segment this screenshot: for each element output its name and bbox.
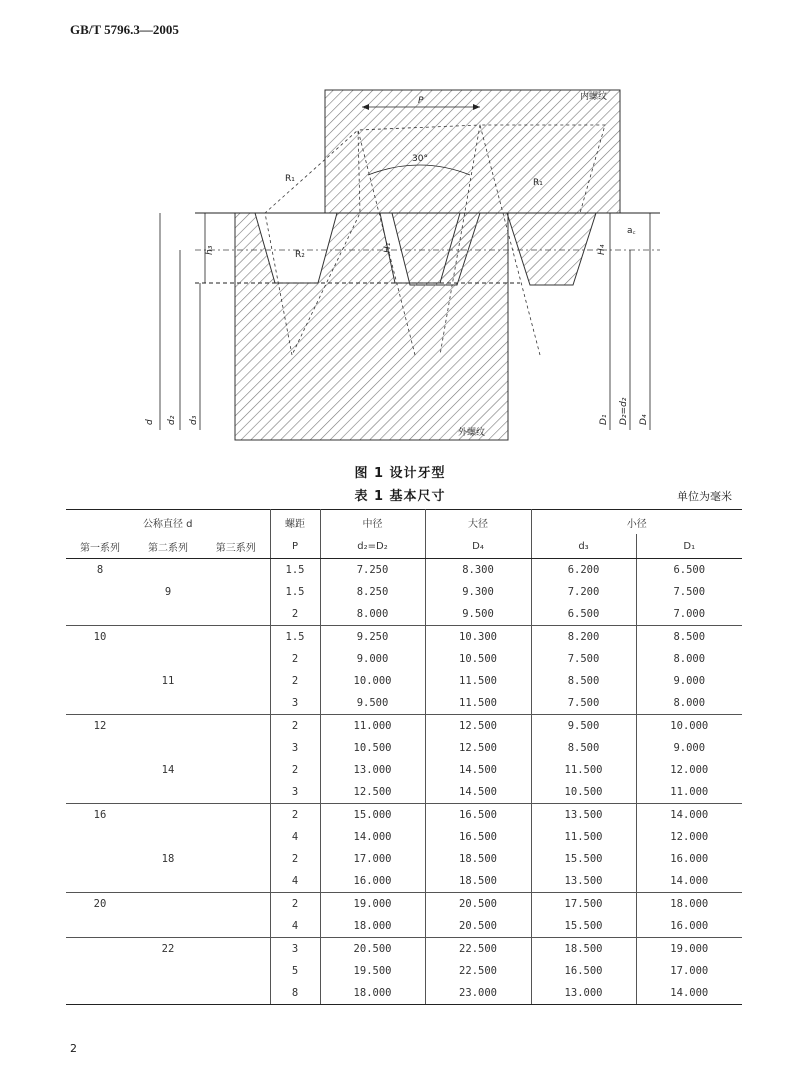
table-row — [66, 893, 742, 916]
minor-D1-cell: 7.000 — [673, 608, 706, 620]
second-series-cell — [134, 692, 202, 715]
pitch-cell: 1.5 — [270, 626, 320, 649]
D4-label: D₄ — [639, 414, 649, 425]
first-series-cell: 20 — [66, 893, 134, 916]
minor-d3-cell: 6.200 — [531, 559, 636, 582]
table-row — [66, 559, 742, 582]
pitch-diameter-cell: 20.500 — [320, 938, 425, 961]
first-series-cell — [66, 581, 134, 603]
pitch-label: P — [418, 96, 424, 106]
second-series-cell: 22 — [134, 938, 202, 961]
table-row — [66, 603, 742, 626]
minor-d3-cell: 6.500 — [531, 603, 636, 626]
third-series-cell — [202, 938, 270, 961]
major-diameter-cell: 14.500 — [425, 781, 531, 804]
minor-d3-cell: 18.500 — [531, 938, 636, 961]
pitch-cell: 1.5 — [270, 559, 320, 582]
d2-label: d₂ — [167, 415, 177, 425]
first-series-cell — [66, 826, 134, 848]
pitch-cell: 3 — [270, 781, 320, 804]
second-series-cell — [134, 648, 202, 670]
first-series-cell — [66, 982, 134, 1005]
table-row — [66, 848, 742, 870]
second-series-cell — [134, 715, 202, 738]
pitch-cell: 2 — [270, 804, 320, 827]
minor-d3-cell: 13.000 — [531, 982, 636, 1005]
major-diameter-cell: 9.500 — [425, 603, 531, 626]
minor-D1-cell: 8.000 — [673, 697, 706, 709]
table-row — [66, 581, 742, 603]
table-body — [66, 559, 742, 1005]
minor-D1-cell: 14.000 — [670, 875, 709, 887]
minor-d3-cell: 8.500 — [531, 670, 636, 692]
third-series-cell — [202, 982, 270, 1005]
third-series-cell — [202, 781, 270, 804]
minor-d3-cell: 8.200 — [531, 626, 636, 649]
third-series-cell — [202, 603, 270, 626]
second-series-cell — [134, 893, 202, 916]
second-series-cell — [134, 960, 202, 982]
third-series-cell — [202, 648, 270, 670]
pitch-diameter-cell: 8.250 — [320, 581, 425, 603]
first-series-cell: 10 — [66, 626, 134, 649]
table-row — [66, 804, 742, 827]
minor-d3-cell: 17.500 — [531, 893, 636, 916]
pitch-diameter-cell: 12.500 — [320, 781, 425, 804]
page-number: 2 — [70, 1042, 77, 1055]
second-series-cell: 14 — [161, 764, 175, 776]
minor-D1-cell: 16.000 — [670, 920, 709, 932]
third-series-cell — [202, 581, 270, 603]
minor-d3-cell: 10.500 — [531, 781, 636, 804]
minor-d3-cell: 9.500 — [531, 715, 636, 738]
minor-D1-cell: 12.000 — [670, 831, 709, 843]
pitch-cell: 3 — [270, 737, 320, 759]
table-row — [66, 670, 742, 692]
pitch-cell: 3 — [270, 692, 320, 715]
pitch-cell: 2 — [270, 893, 320, 916]
thread-profile-figure — [140, 85, 680, 445]
third-series-cell — [202, 715, 270, 738]
internal-thread-label: 内螺纹 — [580, 92, 608, 102]
minor-D1-cell: 10.000 — [636, 715, 742, 738]
pitch-cell: 2 — [270, 648, 320, 670]
first-series-cell — [66, 938, 134, 961]
second-series-cell — [134, 559, 202, 582]
second-series-cell — [134, 737, 202, 759]
pitch-cell: 4 — [270, 870, 320, 893]
minor-d3-header: d₃ — [531, 534, 636, 559]
second-series-cell — [134, 804, 202, 827]
pitch-diameter-cell: 8.000 — [320, 603, 425, 626]
first-series-cell: 8 — [96, 564, 104, 576]
external-thread-hatch — [235, 213, 508, 440]
third-series-cell — [202, 670, 270, 692]
minor-D1-cell: 14.000 — [636, 982, 742, 1005]
h3-label: h₃ — [205, 245, 215, 255]
minor-d3-cell: 13.500 — [531, 870, 636, 893]
minor-D1-cell: 8.000 — [673, 653, 706, 665]
first-series-cell — [66, 848, 134, 870]
R1-right-label: R₁ — [533, 178, 543, 188]
third-series-cell — [202, 759, 270, 781]
pitch-cell: 8 — [270, 982, 320, 1005]
R1-left-label: R₁ — [285, 174, 295, 184]
pitch-cell: 3 — [270, 938, 320, 961]
standard-code: GB/T 5796.3—2005 — [70, 22, 179, 37]
minor-d3-cell: 7.500 — [531, 692, 636, 715]
basic-dimensions-table — [66, 509, 742, 1005]
second-series-cell — [134, 915, 202, 938]
pitch-diameter-cell: 18.000 — [320, 915, 425, 938]
table-row — [66, 826, 742, 848]
minor-D1-cell: 9.000 — [673, 675, 706, 687]
pitch-diameter-cell: 9.000 — [320, 648, 425, 670]
third-series-header: 第三系列 — [202, 534, 270, 559]
minor-d3-cell: 15.500 — [531, 848, 636, 870]
major-diameter-header: 大径 — [425, 510, 531, 535]
major-diameter-cell: 11.500 — [425, 670, 531, 692]
third-series-cell — [202, 870, 270, 893]
pitch-diameter-header: 中径 — [320, 510, 425, 535]
table-row — [66, 737, 742, 759]
major-diameter-cell: 10.300 — [425, 626, 531, 649]
minor-d3-cell: 11.500 — [531, 759, 636, 781]
pitch-cell: 2 — [270, 603, 320, 626]
third-series-cell — [202, 893, 270, 916]
major-diameter-cell: 10.500 — [425, 648, 531, 670]
external-thread-label: 外螺纹 — [458, 428, 486, 438]
first-series-cell — [66, 915, 134, 938]
d3-label: d₃ — [189, 415, 199, 425]
first-series-cell — [66, 960, 134, 982]
pitch-cell: 2 — [270, 715, 320, 738]
second-series-cell — [134, 626, 202, 649]
minor-d3-cell: 15.500 — [531, 915, 636, 938]
pitch-cell: 4 — [270, 915, 320, 938]
figure-caption: 图 1 设计牙型 — [354, 466, 446, 481]
pitch-diameter-cell: 19.000 — [320, 893, 425, 916]
table-row — [66, 626, 742, 649]
major-diameter-cell: 22.500 — [425, 938, 531, 961]
minor-D1-cell: 11.000 — [670, 786, 709, 798]
H4-label: H₄ — [597, 244, 607, 255]
minor-d3-cell: 16.500 — [531, 960, 636, 982]
pitch-diameter-cell: 16.000 — [320, 870, 425, 893]
D1-label: D₁ — [599, 414, 609, 425]
pitch-diameter-cell: 17.000 — [320, 848, 425, 870]
minor-D1-cell: 6.500 — [673, 564, 706, 576]
pitch-diameter-cell: 10.000 — [320, 670, 425, 692]
minor-D1-cell: 7.500 — [673, 586, 706, 598]
first-series-cell: 16 — [66, 804, 134, 827]
third-series-cell — [202, 960, 270, 982]
first-series-cell — [66, 670, 134, 692]
major-diameter-cell: 18.500 — [425, 848, 531, 870]
first-series-cell — [66, 603, 134, 626]
pitch-header: 螺距 — [270, 510, 320, 535]
third-series-cell — [202, 826, 270, 848]
second-series-cell — [134, 603, 202, 626]
pitch-diameter-cell: 11.000 — [320, 715, 425, 738]
major-diameter-cell: 14.500 — [425, 759, 531, 781]
pitch-cell: 1.5 — [270, 581, 320, 603]
table-row — [66, 982, 742, 1005]
minor-D1-cell: 12.000 — [670, 764, 709, 776]
first-series-header: 第一系列 — [66, 534, 134, 559]
first-series-cell — [66, 870, 134, 893]
major-diameter-cell: 16.500 — [425, 804, 531, 827]
table-row — [66, 781, 742, 804]
pitch-diameter-symbol-header: d₂=D₂ — [320, 534, 425, 559]
second-series-cell: 11 — [161, 675, 175, 687]
table-row — [66, 915, 742, 938]
d-label: d — [145, 419, 155, 425]
angle-label: 30° — [412, 154, 428, 164]
pitch-diameter-cell: 7.250 — [320, 559, 425, 582]
pitch-symbol-header: P — [270, 534, 320, 559]
third-series-cell — [202, 915, 270, 938]
second-series-cell — [134, 826, 202, 848]
second-series-cell — [134, 982, 202, 1005]
minor-d3-cell: 7.500 — [531, 648, 636, 670]
table-row — [66, 692, 742, 715]
pitch-diameter-cell: 13.000 — [320, 759, 425, 781]
pitch-cell: 2 — [270, 759, 320, 781]
minor-D1-header: D₁ — [636, 534, 742, 559]
ac-label: a꜀ — [627, 226, 636, 236]
major-diameter-cell: 18.500 — [425, 870, 531, 893]
pitch-diameter-cell: 15.000 — [320, 804, 425, 827]
minor-D1-cell: 17.000 — [670, 965, 709, 977]
major-diameter-cell: 12.500 — [425, 715, 531, 738]
minor-D1-cell: 18.000 — [636, 893, 742, 916]
second-series-header: 第二系列 — [134, 534, 202, 559]
major-diameter-cell: 8.300 — [425, 559, 531, 582]
pitch-diameter-cell: 9.250 — [320, 626, 425, 649]
pitch-diameter-cell: 9.500 — [320, 692, 425, 715]
major-diameter-cell: 22.500 — [425, 960, 531, 982]
pitch-diameter-cell: 19.500 — [320, 960, 425, 982]
first-series-cell — [66, 781, 134, 804]
first-series-cell — [66, 692, 134, 715]
major-diameter-cell: 20.500 — [425, 893, 531, 916]
second-series-cell: 9 — [164, 586, 172, 598]
third-series-cell — [202, 559, 270, 582]
R2-left-label: R₂ — [295, 250, 305, 260]
table-row — [66, 938, 742, 961]
third-series-cell — [202, 692, 270, 715]
third-series-cell — [202, 804, 270, 827]
first-series-cell — [66, 648, 134, 670]
unit-note: 单位为毫米 — [677, 490, 732, 503]
pitch-diameter-cell: 18.000 — [320, 982, 425, 1005]
second-series-cell: 18 — [161, 853, 175, 865]
table-row — [66, 759, 742, 781]
major-diameter-cell: 11.500 — [425, 692, 531, 715]
third-series-cell — [202, 737, 270, 759]
pitch-cell: 5 — [270, 960, 320, 982]
minor-D1-cell: 16.000 — [670, 853, 709, 865]
minor-d3-cell: 13.500 — [531, 804, 636, 827]
third-series-cell — [202, 848, 270, 870]
minor-D1-cell: 14.000 — [636, 804, 742, 827]
pitch-cell: 2 — [270, 670, 320, 692]
minor-D1-cell: 9.000 — [673, 742, 706, 754]
H1-label: H₁ — [383, 242, 393, 253]
nominal-diameter-header: 公称直径 d — [66, 510, 270, 535]
third-series-cell — [202, 626, 270, 649]
table-row — [66, 960, 742, 982]
table-row — [66, 648, 742, 670]
second-series-cell — [134, 781, 202, 804]
minor-d3-cell: 11.500 — [531, 826, 636, 848]
major-diameter-symbol-header: D₄ — [425, 534, 531, 559]
pitch-diameter-cell: 14.000 — [320, 826, 425, 848]
table-title: 表 1 基本尺寸 — [354, 489, 446, 504]
pitch-diameter-cell: 10.500 — [320, 737, 425, 759]
major-diameter-cell: 9.300 — [425, 581, 531, 603]
first-series-cell — [66, 759, 134, 781]
first-series-cell — [66, 737, 134, 759]
major-diameter-cell: 23.000 — [425, 982, 531, 1005]
major-diameter-cell: 16.500 — [425, 826, 531, 848]
minor-diameter-header: 小径 — [531, 510, 742, 535]
minor-D1-cell: 8.500 — [636, 626, 742, 649]
major-diameter-cell: 20.500 — [425, 915, 531, 938]
table-row — [66, 870, 742, 893]
minor-d3-cell: 8.500 — [531, 737, 636, 759]
D2d2-label: D₂=d₂ — [619, 397, 629, 425]
major-diameter-cell: 12.500 — [425, 737, 531, 759]
pitch-cell: 2 — [270, 848, 320, 870]
table-row — [66, 715, 742, 738]
second-series-cell — [134, 870, 202, 893]
first-series-cell: 12 — [66, 715, 134, 738]
minor-D1-cell: 19.000 — [636, 938, 742, 961]
minor-d3-cell: 7.200 — [531, 581, 636, 603]
pitch-cell: 4 — [270, 826, 320, 848]
